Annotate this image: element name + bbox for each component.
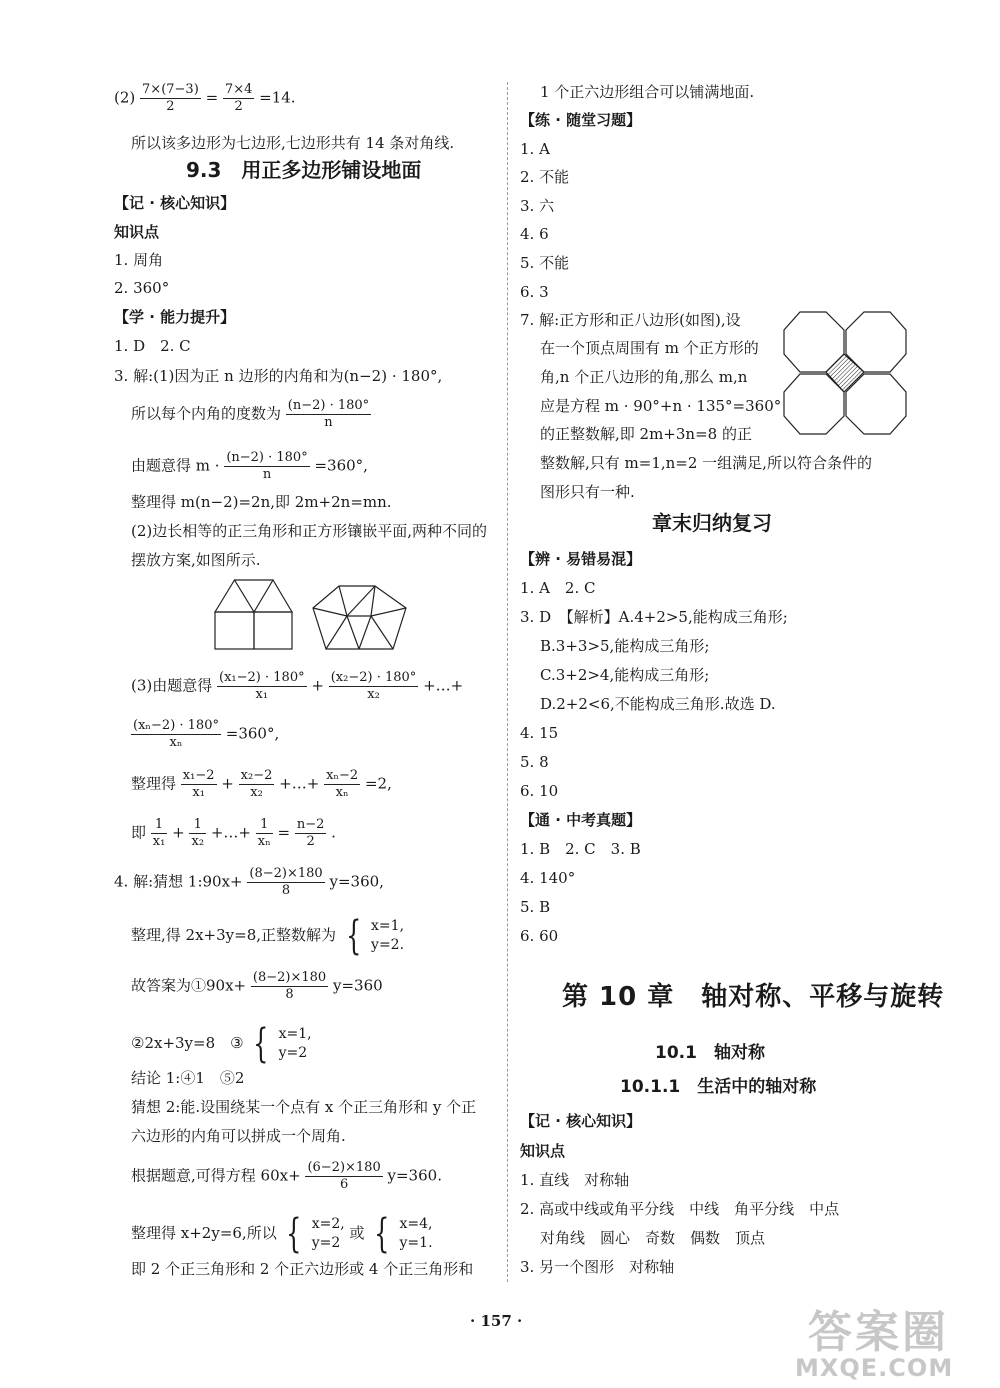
- num: 1: [189, 817, 206, 834]
- den: n: [262, 467, 272, 482]
- text: 所以每个内角的度数为: [131, 404, 282, 423]
- num: (x₂−2) · 180°: [330, 670, 417, 685]
- eq1: x=1,: [371, 918, 405, 934]
- q3-line8: [131, 718, 279, 751]
- text: 整理得 x+2y=6,所以: [131, 1224, 277, 1242]
- c6: 6. 60: [520, 927, 559, 945]
- q4-line10: 即 2 个正三角形和 2 个正六边形或 4 个正三角形和: [131, 1260, 474, 1278]
- text: =14.: [259, 88, 296, 107]
- q4-line1: [114, 866, 384, 899]
- equation-system: [400, 1215, 433, 1253]
- text: 由题意得 m ·: [131, 456, 220, 475]
- watermark: [790, 1296, 990, 1386]
- num: 7×(7−3): [142, 82, 199, 97]
- q4-line9: [131, 1211, 433, 1257]
- text: +…+: [210, 823, 251, 842]
- q4-line4: [131, 1021, 312, 1067]
- equation-system: [312, 1215, 345, 1253]
- den: 8: [285, 987, 294, 1002]
- den: 2: [166, 99, 175, 114]
- fraction: [224, 450, 309, 483]
- text: 4. 解:猜想 1:90x+: [114, 872, 243, 891]
- b4: 4. 15: [520, 724, 559, 742]
- fraction: [217, 670, 307, 703]
- num: (x₁−2) · 180°: [219, 670, 305, 685]
- q3-line9: [131, 768, 392, 801]
- den: 2: [306, 834, 315, 849]
- text: +…+: [423, 676, 464, 695]
- num: (n−2) · 180°: [226, 450, 308, 465]
- fraction: [305, 1160, 382, 1193]
- fraction: [256, 817, 273, 850]
- d2-line2: 对角线 圆心 奇数 偶数 顶点: [540, 1229, 766, 1247]
- octagon-square-figure: [782, 310, 908, 436]
- eq1: x=1,: [278, 1026, 312, 1042]
- a4: 4. 6: [520, 225, 549, 243]
- num: 1: [151, 817, 168, 834]
- q3-line5: (2)边长相等的正三角形和正方形镶嵌平面,两种不同的: [131, 522, 488, 540]
- watermark-bottom: MXQE.COM: [795, 1354, 954, 1382]
- den: x₁: [192, 785, 205, 800]
- zhishidian: 知识点: [114, 223, 160, 241]
- tiling-figure: [213, 578, 413, 650]
- text: =360°,: [314, 456, 368, 475]
- q7-line4: 应是方程 m · 90°+n · 135°=360°: [540, 397, 782, 415]
- q7-line5: 的正整数解,即 2m+3n=8 的正: [540, 425, 752, 443]
- b3-line2: B.3+3>5,能构成三角形;: [540, 637, 710, 655]
- brace-icon: {: [374, 1211, 390, 1257]
- den: xₙ: [169, 735, 183, 750]
- num: (8−2)×180: [249, 866, 323, 881]
- text: (2): [114, 88, 136, 107]
- ans1: 1. 周角: [114, 251, 164, 269]
- q7-line1: 7. 解:正方形和正八边形(如图),设: [520, 311, 741, 329]
- fraction: [324, 768, 360, 801]
- section-10-1-1: 10.1.1 生活中的轴对称: [620, 1077, 817, 1097]
- chapter-title: 第 10 章 轴对称、平移与旋转: [562, 982, 945, 1012]
- den: x₂: [191, 834, 205, 849]
- r1: 1 个正六边形组合可以铺满地面.: [540, 83, 755, 101]
- b5: 5. 8: [520, 753, 549, 771]
- brace-icon: {: [286, 1211, 302, 1257]
- text: 根据题意,可得方程 60x+: [131, 1166, 301, 1185]
- b3-line1: 3. D 【解析】A.4+2>5,能构成三角形;: [520, 608, 788, 626]
- q4-line6: 猜想 2:能.设围绕某一个点有 x 个正三角形和 y 个正: [131, 1098, 477, 1116]
- review-title: 章末归纳复习: [652, 511, 772, 535]
- a5: 5. 不能: [520, 254, 570, 272]
- den: 8: [281, 883, 291, 898]
- b3-line3: C.3+2>4,能构成三角形;: [540, 666, 710, 684]
- q3-line6: 摆放方案,如图所示.: [131, 551, 261, 569]
- q4-line8: [131, 1160, 442, 1193]
- q3-line2: [131, 398, 371, 431]
- text: 故答案为①90x+: [131, 976, 247, 995]
- text: y=360.: [387, 1166, 442, 1185]
- d2-line1: 2. 高或中线或角平分线 中线 角平分线 中点: [520, 1200, 840, 1218]
- section-10-1: 10.1 轴对称: [655, 1043, 765, 1063]
- tag-xue: 【学 · 能力提升】: [114, 308, 236, 326]
- eq2: y=2.: [371, 937, 405, 953]
- text: =: [205, 88, 219, 107]
- eq2: y=1.: [399, 1235, 433, 1251]
- den: 2: [234, 99, 243, 114]
- den: n: [324, 415, 333, 430]
- num: n−2: [296, 817, 325, 832]
- den: x₂: [250, 785, 263, 800]
- text: y=360,: [329, 872, 384, 891]
- q4-line7: 六边形的内角可以拼成一个周角.: [131, 1127, 346, 1145]
- eq2: y=2: [311, 1235, 341, 1251]
- q3-line4: 整理得 m(n−2)=2n,即 2m+2n=mn.: [131, 493, 392, 511]
- c4: 4. 140°: [520, 869, 576, 887]
- den: xₙ: [335, 785, 349, 800]
- d3: 3. 另一个图形 对称轴: [520, 1258, 675, 1276]
- eq1: x=4,: [399, 1216, 433, 1232]
- text: +: [311, 676, 324, 695]
- b6: 6. 10: [520, 782, 559, 800]
- c123: 1. B 2. C 3. B: [520, 840, 641, 858]
- equation-system: [279, 1025, 312, 1063]
- b3-line4: D.2+2<6,不能构成三角形.故选 D.: [540, 695, 776, 713]
- a1: 1. A: [520, 140, 550, 158]
- tag-bian: 【辨 · 易错易混】: [520, 550, 642, 568]
- text: 即: [131, 823, 147, 842]
- a6: 6. 3: [520, 283, 549, 301]
- den: x₁: [152, 834, 166, 849]
- q4-line5: 结论 1:④1 ⑤2: [131, 1069, 245, 1087]
- q4-line2: [131, 913, 405, 959]
- line-l2: 所以该多边形为七边形,七边形共有 14 条对角线.: [131, 134, 455, 152]
- text: +…+: [279, 774, 320, 793]
- d1: 1. 直线 对称轴: [520, 1171, 630, 1189]
- fraction: [239, 768, 275, 801]
- text: 或: [349, 1224, 365, 1242]
- ans2: 2. 360°: [114, 279, 170, 297]
- num: 7×4: [224, 82, 253, 97]
- fraction: [251, 970, 328, 1003]
- fraction: [286, 398, 371, 431]
- q7-line7: 图形只有一种.: [540, 483, 635, 501]
- num: 1: [256, 817, 273, 834]
- text: (3)由题意得: [131, 676, 213, 695]
- a2: 2. 不能: [520, 168, 570, 186]
- text: y=360: [332, 976, 383, 995]
- q4-line3: [131, 970, 383, 1003]
- zhishidian2: 知识点: [520, 1142, 566, 1160]
- tag-ji: 【记 · 核心知识】: [114, 194, 236, 212]
- fraction: [223, 82, 254, 115]
- column-divider: [507, 82, 509, 1282]
- q3-line3: [131, 450, 368, 483]
- q7-line2: 在一个顶点周围有 m 个正方形的: [540, 339, 759, 357]
- fraction: [329, 670, 419, 703]
- text: +: [221, 774, 234, 793]
- fraction: [247, 866, 324, 899]
- brace-icon: {: [253, 1021, 269, 1067]
- equation-system: [371, 917, 404, 955]
- text: 整理得: [131, 774, 177, 793]
- text: =2,: [364, 774, 392, 793]
- q7-line3: 角,n 个正八边形的角,那么 m,n: [540, 368, 748, 386]
- tag-lian: 【练 · 随堂习题】: [520, 111, 642, 129]
- den: 6: [339, 1177, 349, 1192]
- fraction: [189, 817, 206, 850]
- num: x₂−2: [240, 768, 273, 783]
- q3-line1: 3. 解:(1)因为正 n 边形的内角和为(n−2) · 180°,: [114, 367, 443, 385]
- fraction: [140, 82, 201, 115]
- line-l1: [114, 82, 296, 115]
- ans12: 1. D 2. C: [114, 337, 191, 355]
- num: (n−2) · 180°: [287, 398, 370, 413]
- q7-line6: 整数解,只有 m=1,n=2 一组满足,所以符合条件的: [540, 454, 872, 472]
- section-title: 9.3 用正多边形铺设地面: [186, 158, 422, 182]
- eq2: y=2: [278, 1045, 308, 1061]
- den: x₂: [367, 687, 380, 702]
- fraction: [151, 817, 168, 850]
- eq1: x=2,: [311, 1216, 345, 1232]
- fraction: [131, 718, 221, 751]
- den: x₁: [255, 687, 269, 702]
- den: xₙ: [257, 834, 271, 849]
- text: =360°,: [225, 724, 280, 743]
- num: (8−2)×180: [252, 970, 327, 985]
- num: (xₙ−2) · 180°: [133, 718, 219, 733]
- num: x₁−2: [182, 768, 215, 783]
- text: =: [277, 823, 291, 842]
- num: (6−2)×180: [307, 1160, 381, 1175]
- fraction: [181, 768, 217, 801]
- q3-line10: [131, 817, 336, 850]
- tag-ji2: 【记 · 核心知识】: [520, 1112, 642, 1130]
- page-number: · 157 ·: [470, 1312, 523, 1330]
- b12: 1. A 2. C: [520, 579, 596, 597]
- brace-icon: {: [345, 913, 362, 959]
- fraction: [295, 817, 327, 850]
- c5: 5. B: [520, 898, 551, 916]
- text: +: [172, 823, 185, 842]
- q3-line7: [131, 670, 463, 703]
- num: xₙ−2: [326, 768, 359, 783]
- text: 整理,得 2x+3y=8,正整数解为: [131, 926, 337, 944]
- watermark-top: 答案圈: [808, 1307, 949, 1358]
- text: .: [331, 823, 336, 842]
- a3: 3. 六: [520, 197, 555, 215]
- text: ②2x+3y=8 ③: [131, 1034, 244, 1052]
- tag-tong: 【通 · 中考真题】: [520, 811, 642, 829]
